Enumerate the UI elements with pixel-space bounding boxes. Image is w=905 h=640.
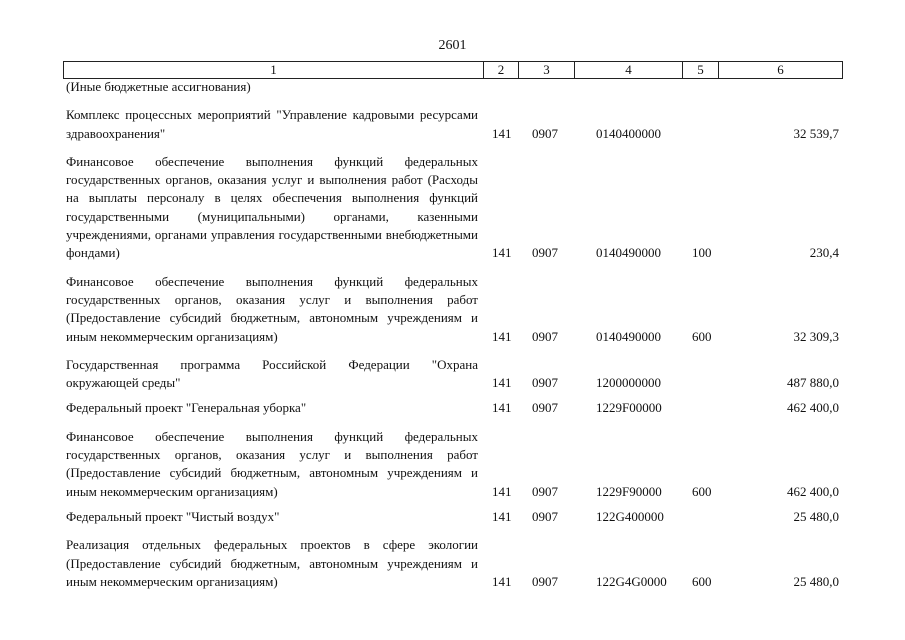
row-target-code: 122G4G0000 (596, 573, 667, 589)
row-description: Комплекс процессных мероприятий "Управление кадровыми ресурсами здравоохранения" (66, 107, 478, 141)
table-row (66, 536, 841, 591)
row-target-code: 1229F00000 (596, 400, 662, 416)
row-section-code: 0907 (532, 483, 558, 499)
table-row (66, 356, 841, 393)
row-ministry-code: 141 (492, 508, 512, 524)
row-amount: 487 880,0 (787, 375, 839, 391)
header-col-6: 6 (777, 62, 784, 77)
row-expense-type: 600 (692, 483, 712, 499)
row-expense-type: 600 (692, 573, 712, 589)
row-ministry-code: 141 (492, 375, 512, 391)
row-target-code: 0140490000 (596, 328, 661, 344)
row-section-code: 0907 (532, 245, 558, 261)
row-target-code: 0140490000 (596, 245, 661, 261)
row-description: Реализация отдельных федеральных проектов в сфере экологии (Предоставление субсидий бюджетным, автономным учреждениям и иным некоммерческим организациям) (66, 537, 478, 589)
row-section-code: 0907 (532, 375, 558, 391)
header-col-3: 3 (519, 62, 575, 78)
table-row (66, 428, 841, 501)
header-col-2: 2 (484, 62, 519, 78)
row-section-code: 0907 (532, 328, 558, 344)
row-section-code: 0907 (532, 125, 558, 141)
table-header (63, 61, 843, 79)
row-amount: 25 480,0 (793, 573, 839, 589)
row-amount: 230,4 (809, 245, 839, 261)
row-target-code: 122G400000 (596, 508, 664, 524)
row-ministry-code: 141 (492, 125, 512, 141)
row-section-code: 0907 (532, 400, 558, 416)
row-expense-type: 100 (692, 245, 712, 261)
row-amount: 462 400,0 (787, 483, 839, 499)
row-ministry-code: 141 (492, 328, 512, 344)
row-target-code: 1229F90000 (596, 483, 662, 499)
page-number: 2601 (438, 38, 467, 53)
row-description: Государственная программа Российской Федерации "Охрана окружающей среды" (66, 356, 478, 391)
row-ministry-code: 141 (492, 483, 512, 499)
row-target-code: 1200000000 (596, 375, 661, 391)
row-amount: 25 480,0 (793, 508, 839, 524)
table-row (66, 78, 841, 96)
row-amount: 462 400,0 (787, 400, 839, 416)
row-description: Финансовое обеспечение выполнения функций федеральных государственных органов, оказания услуг и выполнения работ (Расходы на выплаты персоналу в целях обеспечения выполнения функций государственными (муниципальными) органами, казенными учреждениями, органами управления государственными внебюджетными фондами) (66, 153, 478, 261)
budget-table (66, 78, 841, 591)
row-description: Федеральный проект "Чистый воздух" (66, 508, 280, 524)
row-amount: 32 309,3 (793, 328, 839, 344)
row-expense-type: 600 (692, 328, 712, 344)
row-description: (Иные бюджетные ассигнования) (66, 79, 251, 94)
row-description: Финансовое обеспечение выполнения функций федеральных государственных органов, оказания услуг и выполнения работ (Предоставление субсидий бюджетным, автономным учреждениям и иным некоммерческим организациям) (66, 273, 478, 344)
row-target-code: 0140400000 (596, 125, 661, 141)
row-ministry-code: 141 (492, 400, 512, 416)
row-description: Федеральный проект "Генеральная уборка" (66, 400, 307, 416)
table-row (66, 153, 841, 263)
header-col-4: 4 (575, 62, 683, 78)
table-row (66, 273, 841, 346)
table-row (66, 106, 841, 143)
table-row (66, 399, 841, 417)
row-ministry-code: 141 (492, 245, 512, 261)
row-section-code: 0907 (532, 573, 558, 589)
row-amount: 32 539,7 (793, 125, 839, 141)
row-description: Финансовое обеспечение выполнения функций федеральных государственных органов, оказания услуг и выполнения работ (Предоставление субсидий бюджетным, автономным учреждениям и иным некоммерческим организациям) (66, 428, 478, 499)
table-row (66, 508, 841, 526)
row-section-code: 0907 (532, 508, 558, 524)
header-col-1: 1 (64, 62, 484, 78)
row-ministry-code: 141 (492, 573, 512, 589)
header-col-5: 5 (683, 62, 719, 78)
